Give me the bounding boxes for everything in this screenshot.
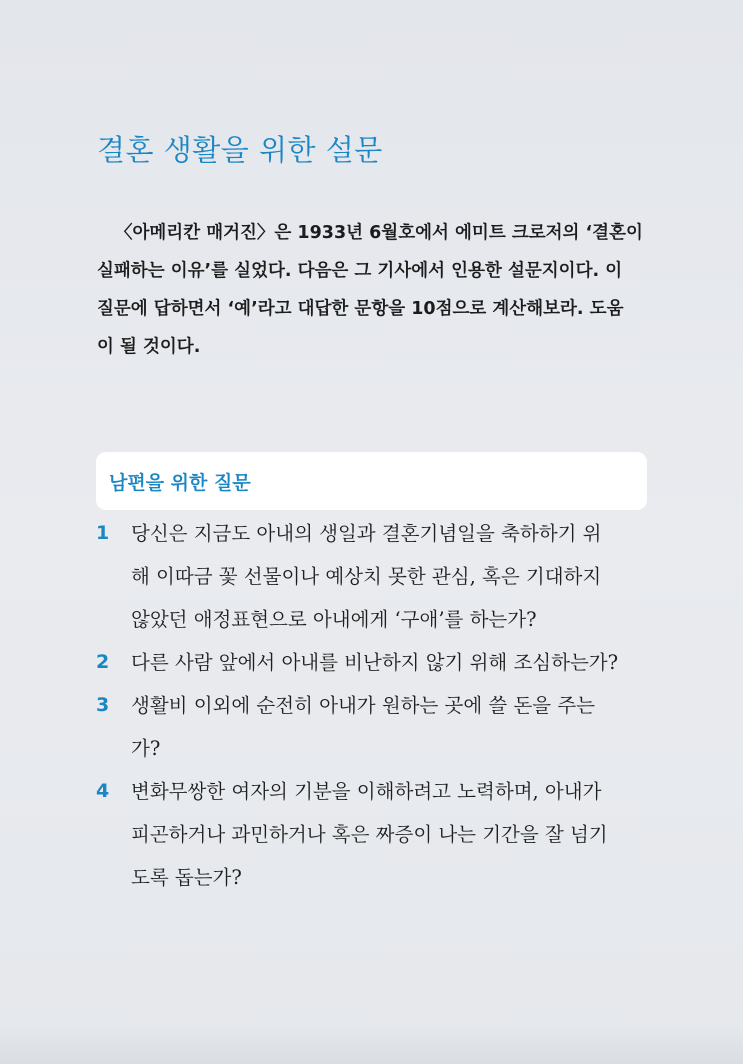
question-item bbox=[96, 512, 648, 641]
question-item bbox=[96, 641, 648, 684]
intro-line: 질문에 답하면서 ‘예’라고 대답한 문항을 10점으로 계산해보라. 도움 bbox=[97, 299, 624, 319]
section-title: 남편을 위한 질문 bbox=[109, 472, 251, 494]
question-line: 피곤하거나 과민하거나 혹은 짜증이 나는 기간을 잘 넘기 bbox=[131, 823, 608, 846]
page-title: 결혼 생활을 위한 설문 bbox=[97, 133, 383, 167]
section-header bbox=[96, 452, 647, 510]
bottom-shadow bbox=[0, 1024, 743, 1064]
intro-paragraph bbox=[97, 214, 649, 366]
question-line: 가? bbox=[131, 737, 161, 760]
question-line: 도록 돕는가? bbox=[131, 866, 242, 889]
question-line: 다른 사람 앞에서 아내를 비난하지 않기 위해 조심하는가? bbox=[131, 651, 619, 674]
question-number: 1 bbox=[96, 522, 110, 544]
intro-line: 실패하는 이유’를 실었다. 다음은 그 기사에서 인용한 설문지이다. 이 bbox=[97, 261, 623, 281]
question-line: 해 이따금 꽃 선물이나 예상치 못한 관심, 혹은 기대하지 bbox=[131, 565, 602, 588]
question-item bbox=[96, 770, 648, 899]
intro-line: 이 될 것이다. bbox=[97, 337, 201, 357]
question-line: 생활비 이외에 순전히 아내가 원하는 곳에 쓸 돈을 주는 bbox=[131, 694, 596, 717]
question-line: 당신은 지금도 아내의 생일과 결혼기념일을 축하하기 위 bbox=[131, 522, 602, 545]
intro-line: 〈아메리칸 매거진〉은 1933년 6월호에서 에미트 크로저의 ‘결혼이 bbox=[115, 223, 643, 243]
question-line: 않았던 애정표현으로 아내에게 ‘구애’를 하는가? bbox=[131, 608, 537, 631]
question-item bbox=[96, 684, 648, 770]
question-number: 2 bbox=[96, 651, 110, 673]
question-list bbox=[96, 512, 648, 899]
question-number: 4 bbox=[96, 780, 110, 802]
question-line: 변화무쌍한 여자의 기분을 이해하려고 노력하며, 아내가 bbox=[131, 780, 602, 803]
question-number: 3 bbox=[96, 694, 110, 716]
